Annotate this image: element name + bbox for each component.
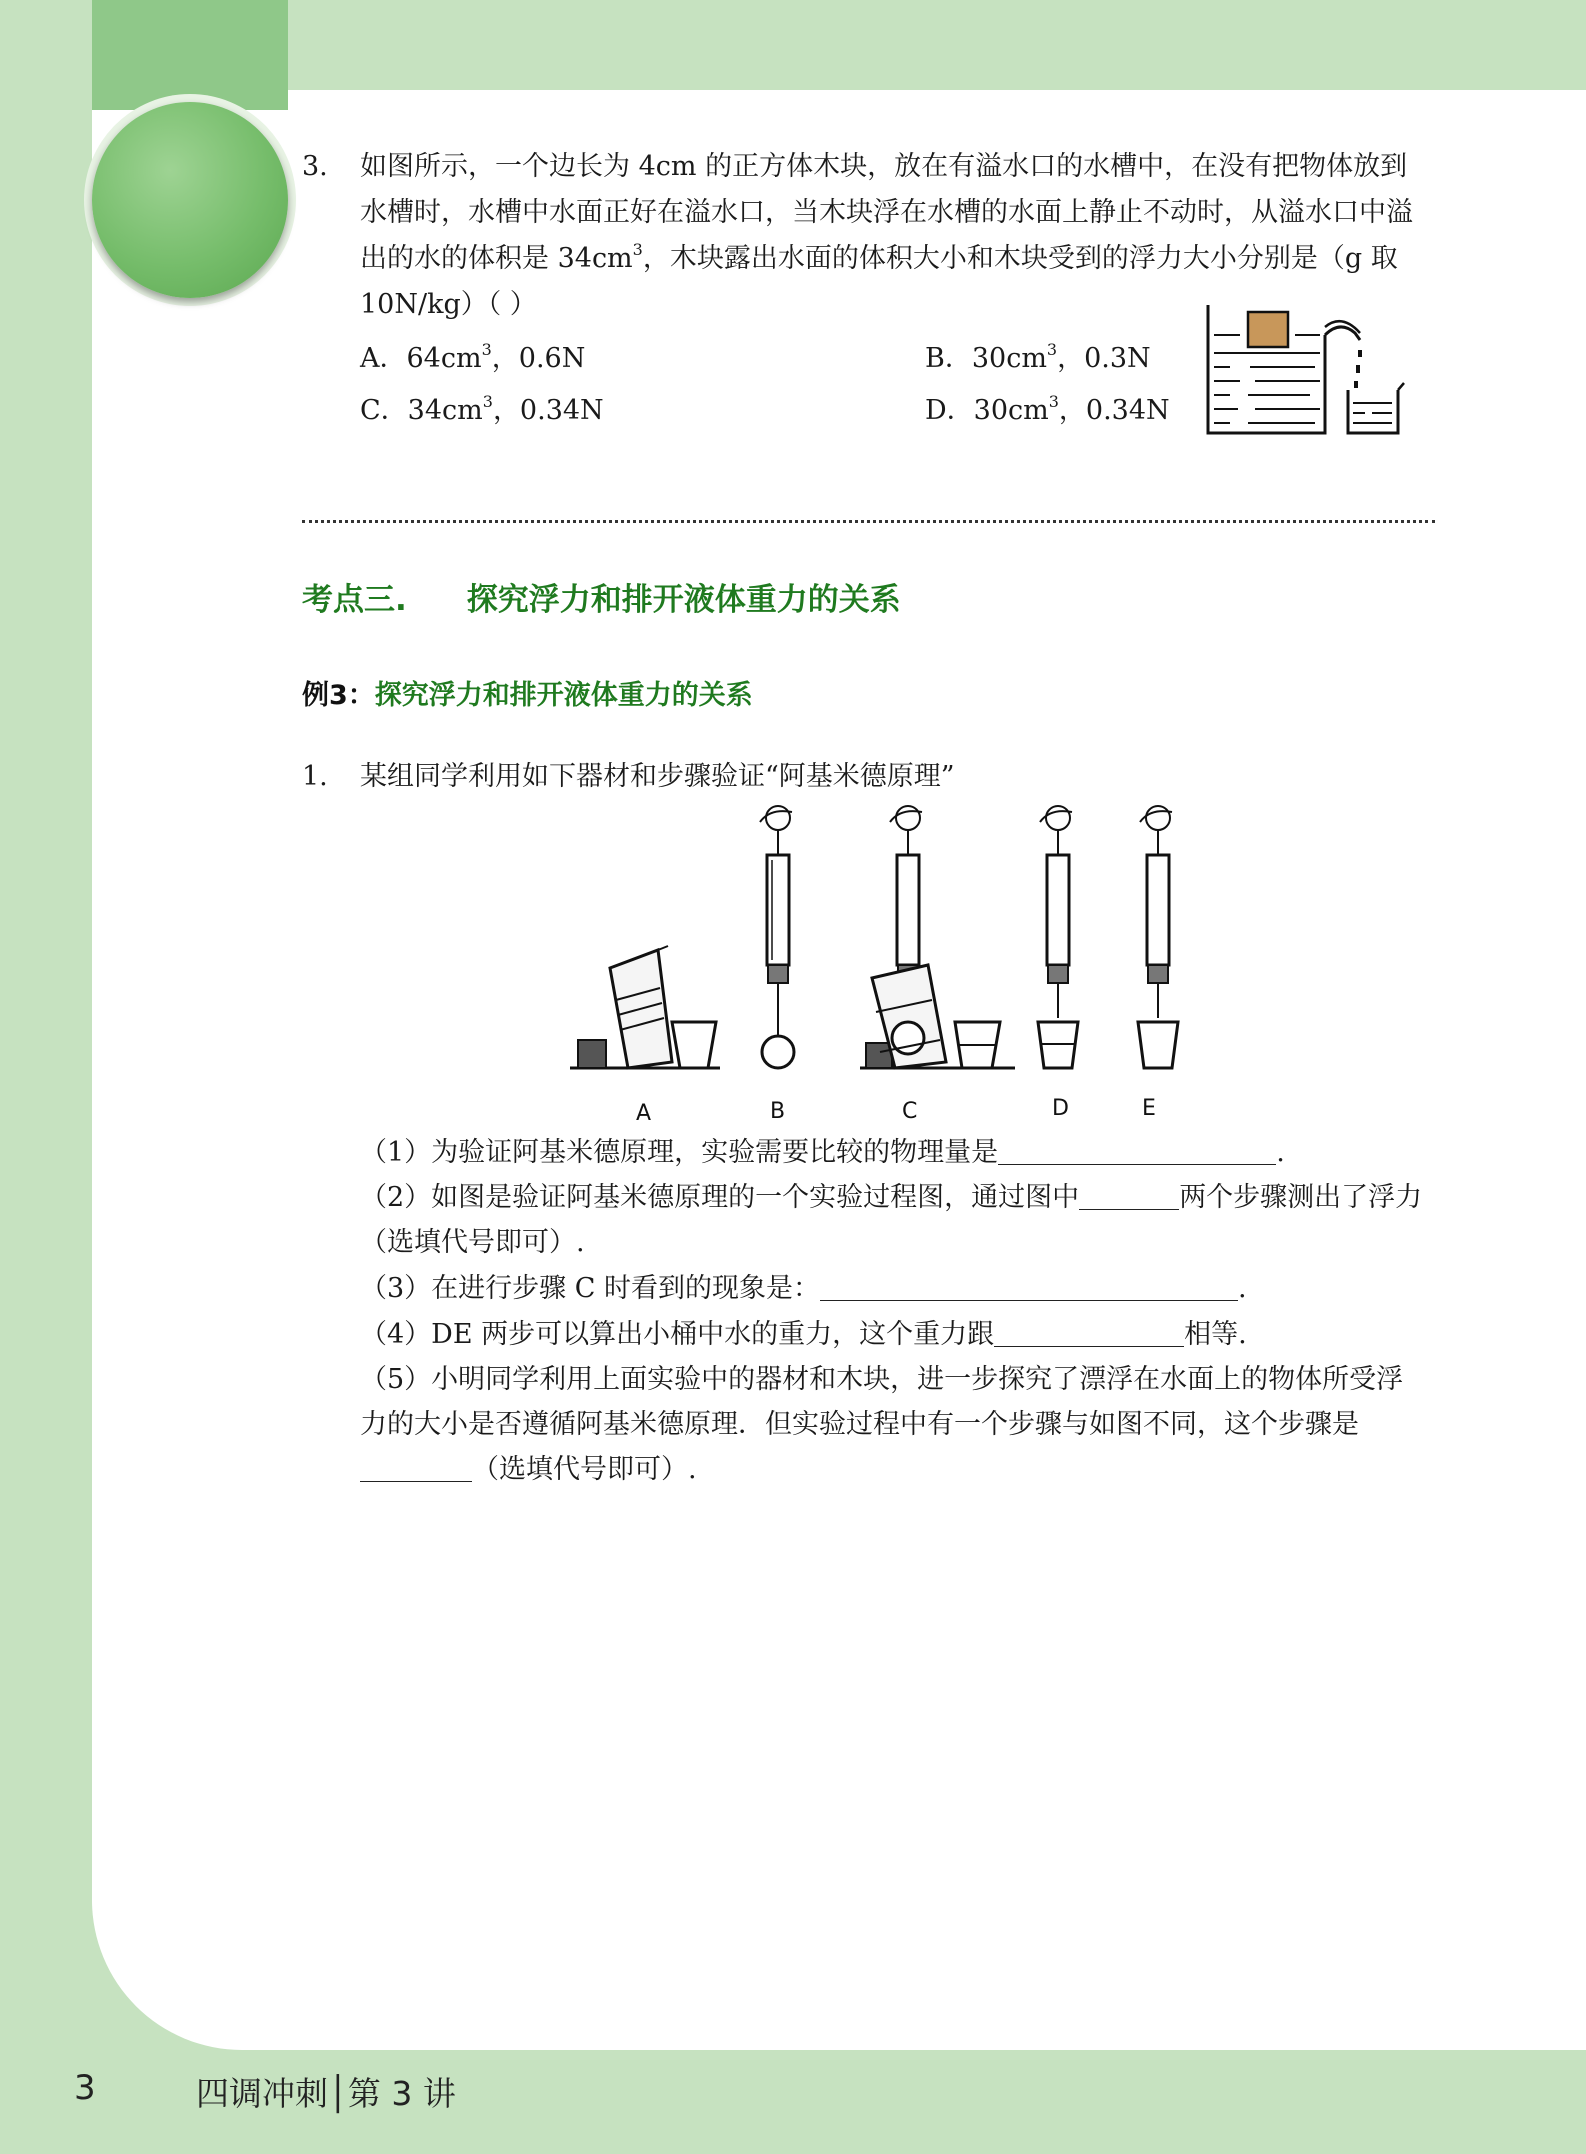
section-divider — [302, 520, 1435, 523]
q1-part-5: （5）小明同学利用上面实验中的器材和木块，进一步探究了漂浮在水面上的物体所受浮 — [360, 1364, 1404, 1395]
step-d-setup — [1038, 806, 1078, 1068]
figure-label-a: A — [636, 1101, 652, 1126]
q1-part-2-cont: （选填代号即可）. — [360, 1227, 585, 1258]
q1-stem: 某组同学利用如下器材和步骤验证“阿基米德原理” — [360, 761, 955, 792]
footer-title: 四调冲刺│第 3 讲 — [196, 2074, 456, 2113]
q3-option-c[interactable]: C．$34cm^3$，0.34N — [360, 392, 604, 426]
q3-line-2: 水槽时，水槽中水面正好在溢水口，当木块浮在水槽的水面上静止不动时，从溢水口中溢 — [360, 197, 1413, 228]
figure-label-c: C — [902, 1099, 918, 1124]
figure-label-b: B — [770, 1099, 786, 1124]
step-a-setup — [570, 946, 720, 1068]
q1-number: 1. — [302, 761, 328, 792]
q1-part-1: （1）为验证阿基米德原理，实验需要比较的物理量是 . — [360, 1130, 1285, 1176]
q3-option-d[interactable]: D．$30cm^3$，0.34N — [925, 392, 1170, 426]
q3-line-1: 如图所示，一个边长为 4cm 的正方体木块，放在有溢水口的水槽中，在没有把物体放到 — [360, 151, 1408, 182]
corner-disc — [92, 102, 288, 298]
step-b-setup — [760, 806, 794, 1068]
answer-blank-4[interactable] — [994, 1316, 1184, 1347]
answer-blank-5[interactable] — [360, 1451, 472, 1482]
step-e-setup — [1138, 806, 1178, 1068]
figure-label-e: E — [1142, 1096, 1156, 1121]
overflow-tank-figure — [1200, 295, 1415, 440]
q1-part-2: （2）如图是验证阿基米德原理的一个实验过程图，通过图中 两个步骤测出了浮力 — [360, 1175, 1422, 1221]
q1-part-4: （4）DE 两步可以算出小桶中水的重力，这个重力跟 相等. — [360, 1312, 1247, 1358]
example-title: 例3：探究浮力和排开液体重力的关系 — [302, 680, 753, 711]
answer-blank-3[interactable] — [820, 1270, 1238, 1301]
q3-option-b[interactable]: B．$30cm^3$，0.3N — [925, 340, 1151, 374]
q3-line-4: 10N/kg）（ ） — [360, 289, 537, 320]
figure-label-d: D — [1052, 1096, 1069, 1121]
archimedes-experiment-figure — [560, 800, 1180, 1135]
section-title: 考点三. 探究浮力和排开液体重力的关系 — [302, 582, 901, 618]
q3-number: 3. — [302, 151, 328, 182]
q3-option-a[interactable]: A．$64cm^3$，0.6N — [360, 340, 586, 374]
q1-part-5-line-3: （选填代号即可）. — [360, 1447, 697, 1493]
step-c-setup — [860, 806, 1015, 1068]
answer-blank-1[interactable] — [998, 1134, 1276, 1165]
q3-line-3: 出的水的体积是 $34cm^3$，木块露出水面的体积大小和木块受到的浮力大小分别是（g 取 — [360, 240, 1398, 274]
q1-part-3: （3）在进行步骤 C 时看到的现象是： . — [360, 1266, 1247, 1312]
page-number: 3 — [74, 2068, 96, 2108]
answer-blank-2[interactable] — [1079, 1179, 1179, 1210]
q1-part-5-line-2: 力的大小是否遵循阿基米德原理．但实验过程中有一个步骤与如图不同，这个步骤是 — [360, 1409, 1359, 1440]
